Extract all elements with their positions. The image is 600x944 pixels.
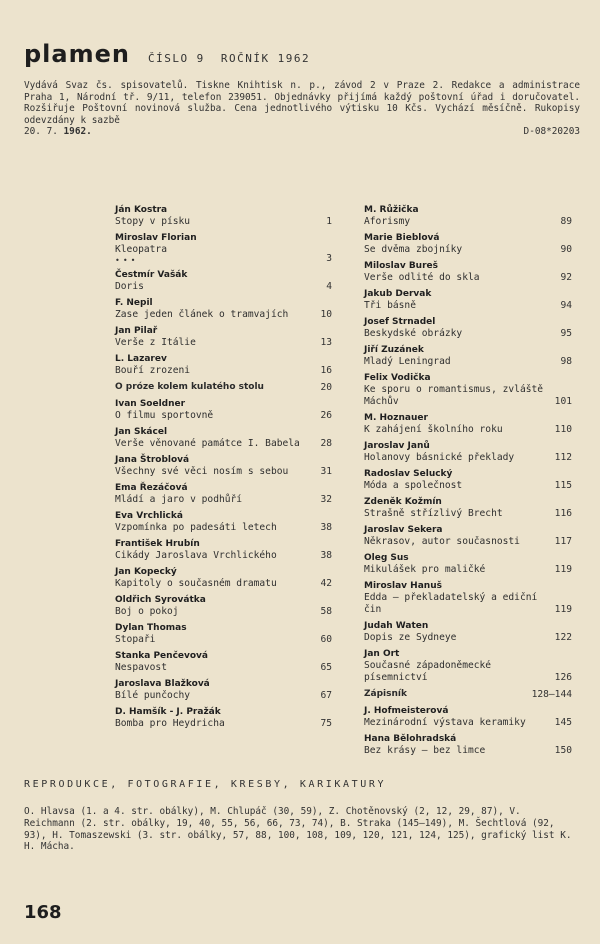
toc-title: Stopaři	[115, 634, 156, 645]
toc-author: Jakub Dervak	[364, 289, 432, 299]
credits-text: O. Hlavsa (1. a 4. str. obálky), M. Chlupáč (30, 59), Z. Chotěnovský (2, 12, 29, 87), V. Reichmann (2. str. obálky, 19, 40, 55, 56, 66, 73, 74), B. Straka (145—149), M. Šechtlová (92, 93), H. Tomaszewski (3. str. obálky, 57, 88, 100, 108, 109, 120, 121, 124, 125), grafický list K. H. Mácha.	[24, 806, 572, 853]
toc-author: Ema Řezáčová	[115, 483, 188, 493]
toc-entry	[115, 650, 332, 674]
toc-author: M. Růžička	[364, 205, 419, 215]
toc-title: Mladý Leningrad	[364, 356, 451, 367]
toc-page-number: 4	[326, 281, 332, 292]
toc-title: Nespavost	[115, 662, 167, 673]
toc-entry	[115, 381, 332, 394]
toc-page-number: 126	[554, 672, 572, 683]
issue-year: 1962	[277, 52, 311, 65]
imprint-date-line	[24, 126, 580, 138]
toc-author: Jan Pilař	[115, 326, 158, 336]
toc-title: Kleopatra	[115, 244, 167, 255]
toc-author: J. Hofmeisterová	[364, 706, 449, 716]
toc-page-number: 32	[320, 494, 332, 505]
toc-author: Felix Vodička	[364, 373, 431, 383]
toc-page-number: 60	[320, 634, 332, 645]
toc-entry	[364, 496, 572, 520]
toc-author: Hana Bělohradská	[364, 734, 457, 744]
toc-entry	[364, 688, 572, 701]
toc-page-number: 92	[560, 272, 572, 283]
toc-page-number: 65	[320, 662, 332, 673]
toc-page-number: 110	[554, 424, 572, 435]
toc-title: O filmu sportovně	[115, 410, 214, 421]
toc-author: Ivan Soeldner	[115, 399, 186, 409]
toc-title: Mezinárodní výstava keramiky	[364, 717, 526, 728]
toc-title: Bez krásy — bez limce	[364, 745, 486, 756]
toc-title: Strašně střízlivý Brecht	[364, 508, 503, 519]
toc-title: Dopis ze Sydneye	[364, 632, 457, 643]
toc-author: Čestmír Vašák	[115, 270, 188, 280]
toc-page-number: 94	[560, 300, 572, 311]
toc-entry	[364, 580, 572, 616]
toc-page-number: 38	[320, 550, 332, 561]
toc-page-number: 150	[554, 745, 572, 756]
toc-entry	[115, 622, 332, 646]
toc-page-number: 90	[560, 244, 572, 255]
toc-page-number: 16	[320, 365, 332, 376]
toc-title: Stopy v písku	[115, 216, 191, 227]
toc-author: Stanka Penčevová	[115, 651, 208, 661]
toc-page-number: 116	[554, 508, 572, 519]
toc-author: D. Hamšík - J. Pražák	[115, 707, 221, 717]
toc-author: Jaroslava Blažková	[115, 679, 210, 689]
toc-author: Jan Ort	[364, 649, 400, 659]
masthead	[24, 40, 318, 68]
magazine-logo: plamen	[24, 40, 130, 68]
toc-title: Aforismy	[364, 216, 411, 227]
toc-page-number: 115	[554, 480, 572, 491]
toc-title: Holanovy básnické překlady	[364, 452, 515, 463]
imprint-date: 20. 7.	[24, 126, 58, 138]
toc-author: Miloslav Bureš	[364, 261, 438, 271]
toc-author: Ján Kostra	[115, 205, 168, 215]
imprint-code: D-08*20203	[523, 126, 580, 138]
toc-page-number: 117	[554, 536, 572, 547]
toc-entry	[364, 260, 572, 284]
toc-author: F. Nepil	[115, 298, 153, 308]
toc-stars: •••	[115, 256, 139, 265]
toc-entry	[115, 204, 332, 228]
toc-entry	[364, 344, 572, 368]
toc-title: Bílé punčochy	[115, 690, 191, 701]
toc-author: L. Lazarev	[115, 354, 167, 364]
toc-page-number: 95	[560, 328, 572, 339]
toc-page-number: 119	[554, 604, 572, 615]
page-number: 168	[24, 902, 62, 923]
toc-title: Zase jeden článek o tramvajích	[115, 309, 289, 320]
toc-left-column	[115, 204, 332, 734]
toc-author: Zdeněk Kožmín	[364, 497, 442, 507]
issue-label: ČÍSLO	[147, 52, 189, 65]
toc-entry	[364, 412, 572, 436]
toc-author: Marie Bieblová	[364, 233, 440, 243]
toc-page-number: 89	[560, 216, 572, 227]
toc-author: Radoslav Selucký	[364, 469, 453, 479]
toc-author: Josef Strnadel	[364, 317, 436, 327]
toc-author: Miroslav Hanuš	[364, 581, 442, 591]
imprint-date-year: 1962.	[63, 126, 92, 138]
toc-title: Mikulášek pro maličké	[364, 564, 486, 575]
toc-title: Se dvěma zbojníky	[364, 244, 463, 255]
toc-entry	[115, 398, 332, 422]
toc-author: Miroslav Florian	[115, 233, 197, 243]
toc-title: K zahájení školního roku	[364, 424, 503, 435]
toc-page-number: 58	[320, 606, 332, 617]
toc-title: Někrasov, autor současnosti	[364, 536, 520, 547]
toc-page-number: 119	[554, 564, 572, 575]
toc-section-heading: O próze kolem kulatého stolu	[115, 382, 264, 392]
toc-title: Edda — překladatelský a ediční čin	[364, 592, 538, 615]
issue-number: 9	[196, 52, 205, 65]
toc-page-number: 101	[554, 396, 572, 407]
toc-entry	[115, 269, 332, 293]
toc-entry	[364, 372, 572, 408]
toc-page-number: 42	[320, 578, 332, 589]
imprint-text: Vydává Svaz čs. spisovatelů. Tiskne Knihtisk n. p., závod 2 v Praze 2. Redakce a administrace Praha 1, Národní tř. 9/11, telefon 239051. Objednávky přijímá každý poštovní úřad i doručovatel. Rozšiřuje Poštovní novinová služba. Cena jednotlivého výtisku 10 Kčs. Vychází měsíčně. Rukopisy odevzdány k sazbě	[24, 80, 580, 126]
toc-entry	[115, 353, 332, 377]
toc-title: Ke sporu o romantismus, zvláště Máchův	[364, 384, 544, 407]
toc-title: Verše z Itálie	[115, 337, 196, 348]
toc-entry	[364, 440, 572, 464]
toc-entry	[115, 706, 332, 730]
toc-page-number: 1	[326, 216, 332, 227]
toc-page-number: 20	[320, 382, 332, 393]
toc-entry	[364, 204, 572, 228]
toc-entry	[364, 316, 572, 340]
toc-entry	[115, 325, 332, 349]
toc-author: Oldřich Syrovátka	[115, 595, 206, 605]
toc-page-number: 13	[320, 337, 332, 348]
toc-page-number: 145	[554, 717, 572, 728]
toc-title: Boj o pokoj	[115, 606, 179, 617]
toc-page-number: 98	[560, 356, 572, 367]
toc-entry	[115, 594, 332, 618]
toc-title: Vzpomínka po padesáti letech	[115, 522, 277, 533]
toc-page-number: 26	[320, 410, 332, 421]
toc-author: Jiří Zuzánek	[364, 345, 424, 355]
toc-entry	[364, 620, 572, 644]
toc-entry	[115, 297, 332, 321]
toc-entry	[115, 482, 332, 506]
toc-title: Mládí a jaro v podhůří	[115, 494, 243, 505]
toc-title: Bomba pro Heydricha	[115, 718, 225, 729]
toc-author: Jana Štroblová	[115, 455, 190, 465]
toc-author: Jan Kopecký	[115, 567, 177, 577]
toc-author: Jaroslav Janů	[364, 441, 430, 451]
toc-author: Jaroslav Sekera	[364, 525, 443, 535]
toc-title: Móda a společnost	[364, 480, 463, 491]
toc-author: Eva Vrchlická	[115, 511, 183, 521]
toc-section-heading: Zápisník	[364, 689, 407, 699]
toc-entry	[115, 454, 332, 478]
toc-page-number: 10	[320, 309, 332, 320]
toc-entry	[364, 733, 572, 757]
toc-title: Beskydské obrázky	[364, 328, 463, 339]
toc-entry	[364, 705, 572, 729]
toc-author: Jan Skácel	[115, 427, 168, 437]
toc-page-number: 3	[326, 253, 332, 264]
toc-page-number: 38	[320, 522, 332, 533]
toc-page-number: 112	[554, 452, 572, 463]
toc-title: Doris	[115, 281, 144, 292]
toc-entry	[115, 232, 332, 265]
toc-entry	[364, 552, 572, 576]
toc-entry	[115, 510, 332, 534]
toc-page-number: 67	[320, 690, 332, 701]
toc-author: Oleg Sus	[364, 553, 409, 563]
toc-entry	[364, 232, 572, 256]
toc-page-number: 122	[554, 632, 572, 643]
toc-title: Kapitoly o současném dramatu	[115, 578, 277, 589]
toc-author: Dylan Thomas	[115, 623, 187, 633]
toc-entry	[364, 648, 572, 684]
toc-right-column	[364, 204, 572, 761]
toc-entry	[115, 426, 332, 450]
toc-entry	[115, 678, 332, 702]
toc-title: Verše odlité do skla	[364, 272, 480, 283]
toc-title: Všechny své věci nosím s sebou	[115, 466, 289, 477]
toc-author: M. Hoznauer	[364, 413, 428, 423]
toc-page-number: 31	[320, 466, 332, 477]
toc-title: Verše věnované památce I. Babela	[115, 438, 300, 449]
toc-entry	[115, 538, 332, 562]
toc-page-number: 75	[320, 718, 332, 729]
credits-heading: REPRODUKCE, FOTOGRAFIE, KRESBY, KARIKATURY	[24, 779, 387, 790]
toc-entry	[364, 524, 572, 548]
toc-title: Tři básně	[364, 300, 416, 311]
toc-entry	[364, 468, 572, 492]
toc-entry	[364, 288, 572, 312]
toc-title: Současné západoněmecké písemnictví	[364, 660, 492, 683]
toc-title: Cikády Jaroslava Vrchlického	[115, 550, 277, 561]
issue-info	[148, 52, 318, 65]
toc-page-number: 28	[320, 438, 332, 449]
toc-page-number: 128—144	[531, 689, 572, 700]
toc-author: František Hrubín	[115, 539, 200, 549]
toc-title: Bouří zrozeni	[115, 365, 191, 376]
volume-label: ROČNÍK	[220, 52, 270, 65]
toc-author: Judah Waten	[364, 621, 429, 631]
imprint	[24, 80, 580, 138]
toc-entry	[115, 566, 332, 590]
